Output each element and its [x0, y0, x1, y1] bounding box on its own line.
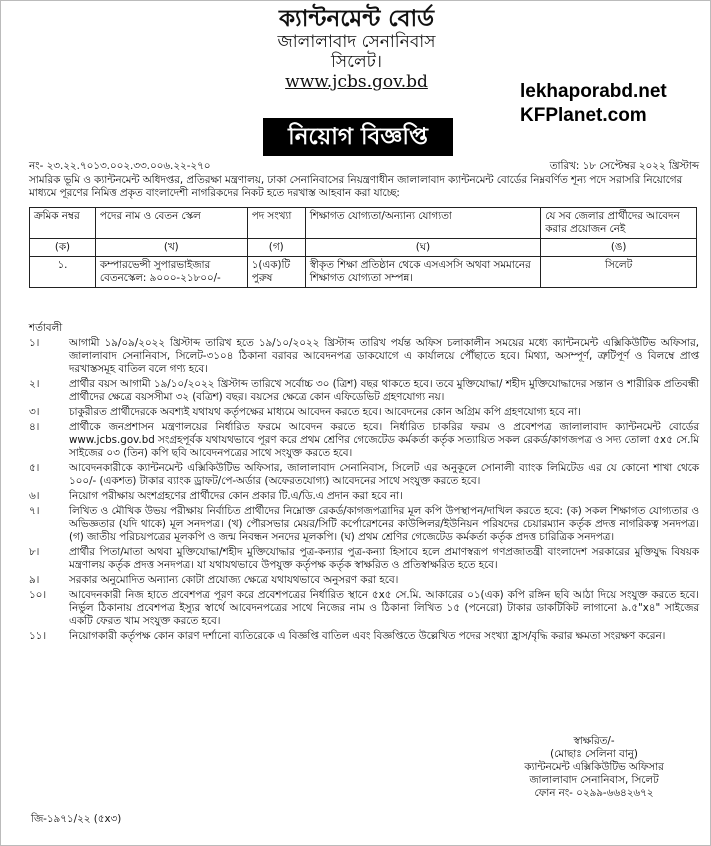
- condition-item: [29, 421, 699, 460]
- condition-item: [29, 378, 699, 404]
- condition-number: ৫।: [29, 462, 40, 474]
- table-header-cell: শিক্ষাগত যোগ্যতা/অন্যান্য যোগ্যতা: [305, 208, 541, 239]
- condition-item: [29, 546, 699, 572]
- table-cell: স্বীকৃত শিক্ষা প্রতিষ্ঠান থেকে এসএসসি অথবা সমমানের শিক্ষাগত যোগ্যতা সম্পন্ন।: [305, 257, 541, 288]
- table-header-cell: পদ সংখ্যা: [247, 208, 305, 239]
- condition-text: নিয়োগকারী কর্তৃপক্ষ কোন কারণ দর্শানো ব্যতিরেকে এ বিজ্ঞপ্তি বাতিল এবং বিজ্ঞপ্তিতে উল্লেখিত পদের সংখ্যা হ্রাস/বৃদ্ধি করার ক্ষমতা সংরক্ষণ করেন।: [69, 630, 666, 642]
- condition-text: চাকুরীরত প্রার্থীদেরকে অবশ্যই যথাযথ কর্তৃপক্ষের মাধ্যমে আবেদন করতে হবে। আবেদনের কোন অগ্রিম কপি গ্রহণযোগ্য হবে না।: [69, 406, 581, 418]
- condition-number: ৬।: [29, 490, 40, 502]
- table-cell: ১.: [30, 257, 96, 288]
- intro-paragraph: সামরিক ভূমি ও ক্যান্টনমেন্ট অধিদপ্তর, প্রতিরক্ষা মন্ত্রণালয়, ঢাকা সেনানিবাসের নিয়ন্ত্রণাধীন জালালাবাদ ক্যান্টনমেন্ট বোর্ডের নিম্নবর্ণিত শূন্য পদে সরাসরি নিয়োগের মাধ্যমে পূরণের নিমিত্ত প্রকৃত বাংলাদেশী নাগরিকদের নিকট হতে দরখাস্ত আহবান করা যাচ্ছে:: [29, 174, 683, 199]
- condition-item: [29, 337, 699, 376]
- condition-number: ১০।: [29, 589, 47, 601]
- table-header-row: [30, 208, 697, 239]
- table-label-cell: (ঘ): [305, 239, 541, 257]
- condition-text: আবেদনকারী নিজ হাতে প্রবেশপত্র পূরণ করে প্রবেশপত্রের নির্ধারিত স্থানে ৫x৫ সে.মি. আকারের ০১(এক) কপি রঙ্গিন ছবি আঠা দিয়ে সংযুক্ত করতে হবে। নির্ভুল ঠিকানায় প্রবেশপত্র ইস্যুর স্বার্থে আবেদনপত্রের সাথে নিজের নাম ও ঠিকানা লিখিত ১৫ (পনেরো) টাকার ডাকটিকিট লাগানো ৯.৫"x৪" সাইজের একটি ফেরত খাম সংযুক্ত করতে হবে।: [69, 589, 699, 627]
- signed-label: স্বাক্ষরিত/-: [573, 735, 615, 747]
- footer-code: জি-১৯৭১/২২ (৫x৩): [31, 813, 122, 825]
- condition-text: আগামী ১৯/০৯/২০২২ খ্রিস্টাব্দ তারিখ হতে ১৯/১০/২০২২ খ্রিস্টাব্দ তারিখ পর্যন্ত অফিস চলাকালীন সময়ের মধ্যে ক্যান্টনমেন্ট এক্সিকিউটিভ অফিসার, জালালাবাদ সেনানিবাস, সিলেট-৩১০৪ ঠিকানা বরাবর আবেদনপত্র ডাকযোগে এ কার্যালয়ে পৌঁছাতে হবে। মিথ্যা, অসম্পূর্ণ, ত্রুটিপূর্ণ ও বিলম্বে প্রাপ্ত দরখাস্তসমূহ বাতিল বলে গণ্য হবে।: [69, 337, 699, 375]
- condition-number: ১।: [29, 337, 40, 349]
- condition-number: ২।: [29, 378, 40, 390]
- table-label-cell: (গ): [247, 239, 305, 257]
- table-cell: ১(এক)টি পুরুষ: [247, 257, 305, 288]
- org-name: ক্যান্টনমেন্ট বোর্ড: [278, 5, 435, 32]
- website-link[interactable]: www.jcbs.gov.bd: [285, 72, 428, 93]
- condition-number: ৮।: [29, 546, 40, 558]
- table-label-row: [30, 239, 697, 257]
- condition-item: [29, 505, 699, 544]
- condition-number: ৯।: [29, 574, 40, 586]
- condition-number: ৩।: [29, 406, 40, 418]
- signatory-name: (মোছাঃ সেলিনা বানু): [550, 748, 638, 760]
- condition-item: [29, 490, 699, 503]
- condition-text: লিখিত ও মৌখিক উভয় পরীক্ষায় নির্বাচিত প্রার্থীদের নিম্নোক্ত রেকর্ড/কাগজপত্রাদির মূল কপি উপস্থাপন/দাখিল করতে হবে: (ক) সকল শিক্ষাগত যোগ্যতার ও অভিজ্ঞতার (যদি থাকে) মূল সনদপত্র। (খ) পৌরসভার মেয়র/সিটি কর্পোরেশনের কাউন্সিলর/ইউনিয়ন পরিষদের চেয়ারম্যান কর্তৃক প্রদত্ত নাগরিকত্ব সনদপত্র। (গ) জাতীয় পরিচয়পত্রের মূলকপি ও জন্ম নিবন্ধন সনদের মূলকপি। (ঘ) প্রথম শ্রেণির গেজেটেড কর্মকর্তা কর্তৃক প্রদত্ত চারিত্রিক সনদপত্র।: [69, 505, 699, 543]
- table-cell: সিলেট: [541, 257, 697, 288]
- watermark-1: lekhaporabd.net: [520, 81, 667, 102]
- table-header-cell: পদের নাম ও বেতন স্কেল: [95, 208, 247, 239]
- notice-banner: নিয়োগ বিজ্ঞপ্তি: [263, 118, 453, 156]
- condition-item: [29, 406, 699, 419]
- conditions-list: [29, 337, 699, 645]
- memo-date: তারিখ: ১৮ সেপ্টেম্বর ২০২২ খ্রিস্টাব্দ: [549, 160, 699, 172]
- signature-block: [489, 735, 699, 800]
- condition-number: ৪।: [29, 421, 40, 433]
- table-label-cell: (খ): [95, 239, 247, 257]
- condition-text: নিয়োগ পরীক্ষায় অংশগ্রহণের প্রার্থীদের কোন প্রকার টি.এ/ডি.এ প্রদান করা হবে না।: [69, 490, 403, 502]
- condition-text: সরকার অনুমোদিত অন্যান্য কোটা প্রযোজ্য ক্ষেত্রে যথাযথভাবে অনুসরণ করা হবে।: [69, 574, 399, 586]
- table-cell: কম্পারভেন্সী সুপারভাইজার বেতনস্কেল: ৯০০০-২১৮০০/-: [95, 257, 247, 288]
- condition-text: প্রার্থীর বয়স আগামী ১৯/১০/২০২২ খ্রিস্টাব্দ তারিখে সর্বোচ্চ ৩০ (ত্রিশ) বছর থাকতে হবে। তবে মুক্তিযোদ্ধা/ শহীদ মুক্তিযোদ্ধাদের সন্তান ও শারীরিক প্রতিবন্ধী প্রার্থীদের ক্ষেত্রে বয়সসীমা ৩২ (বত্রিশ) বছর। বয়সের ক্ষেত্রে কোন এফিডেভিট গ্রহণযোগ্য নয়।: [69, 378, 699, 403]
- condition-item: [29, 462, 699, 488]
- signatory-place: জালালাবাদ সেনানিবাস, সিলেট: [529, 774, 659, 786]
- conditions-title: শর্তাবলী: [29, 322, 63, 334]
- header: [1, 5, 711, 92]
- condition-text: প্রার্থীর পিতা/মাতা অথবা মুক্তিযোদ্ধা/শহীদ মুক্তিযোদ্ধার পুত্র-কন্যার পুত্র-কন্যা হিসাবে হলে প্রমাণস্বরূপ গণপ্রজাতন্ত্রী বাংলাদেশ সরকারের মুক্তিযুদ্ধ বিষয়ক মন্ত্রণালয় কর্তৃক প্রদত্ত সনদপত্র। যা যথাযথভাবে উপযুক্ত কর্তৃপক্ষ কর্তৃক স্বাক্ষরিত ও প্রতিস্বাক্ষরিত হতে হবে।: [69, 546, 699, 571]
- signatory-title: ক্যান্টনমেন্ট এক্সিকিউটিভ অফিসার: [524, 761, 664, 773]
- condition-item: [29, 574, 699, 587]
- condition-item: [29, 589, 699, 628]
- posts-table: [29, 207, 697, 288]
- condition-text: প্রার্থীকে জনপ্রশাসন মন্ত্রণালয়ের নির্ধারিত ফরমে আবেদন করতে হবে। নির্ধারিত চাকরির ফরম ও প্রবেশপত্র জালালাবাদ ক্যান্টনমেন্ট বোর্ডের www.jcbs.gov.bd সংগ্রহপূর্বক যথাযথভাবে পূরণ করে প্রথম শ্রেণির গেজেটেড কর্মকর্তা কর্তৃক সত্যায়িত সকল রেকর্ড/কাগজপত্র ও সদ্য তোলা ৫x৫ সে.মি সাইজের ০৩ (তিন) কপি ছবি আবেদনপত্রের সাথে সংযুক্ত করতে হবে।: [69, 421, 699, 459]
- signatory-phone: ফোন নং- ০২৯৯-৬৬৪২৬৭২: [534, 787, 654, 799]
- table-header-cell: যে সব জেলার প্রার্থীদের আবেদন করার প্রয়োজন নেই: [541, 208, 697, 239]
- table-label-cell: (ক): [30, 239, 96, 257]
- org-place: জালালাবাদ সেনানিবাস: [277, 32, 436, 53]
- table-row: [30, 257, 697, 288]
- condition-number: ৭।: [29, 505, 40, 517]
- condition-item: [29, 630, 699, 643]
- table-header-cell: ক্রমিক নম্বর: [30, 208, 96, 239]
- table-label-cell: (ঙ): [541, 239, 697, 257]
- condition-number: ১১।: [29, 630, 47, 642]
- memo-number: নং- ২৩.২২.৭০১৩.০০২.৩৩.০০৬.২২-২৭০: [29, 160, 211, 172]
- org-city: সিলেট।: [331, 52, 382, 73]
- memo-row: [29, 160, 699, 173]
- watermark-2: KFPlanet.com: [520, 105, 647, 126]
- condition-text: আবেদনকারীকে ক্যান্টনমেন্ট এক্সিকিউটিভ অফিসার, জালালাবাদ সেনানিবাস, সিলেট এর অনুকূলে সোনালী ব্যাংক লিমিটেড এর যে কোনো শাখা থেকে ১০০/- (একশত) টাকার ব্যাংক ড্রাফট/পে-অর্ডার (অফেরতযোগ্য) আবেদনের সাথে সংযুক্ত করতে হবে।: [69, 462, 699, 487]
